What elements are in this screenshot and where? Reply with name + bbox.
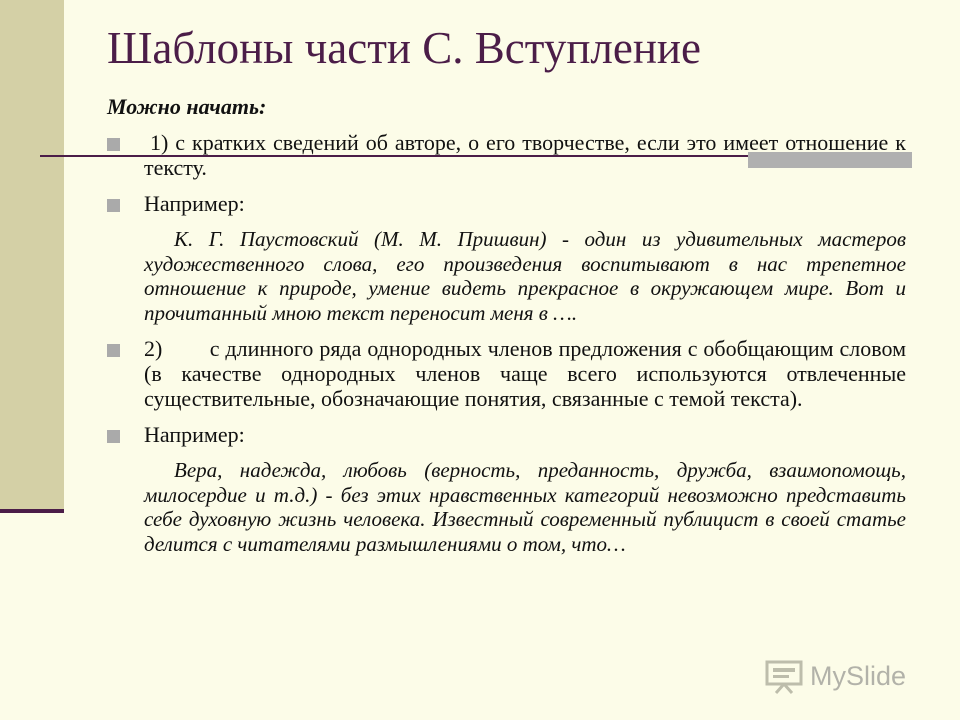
bullet-square-icon: [107, 138, 120, 151]
bullet-square-icon: [107, 344, 120, 357]
bullet-item-1: [106, 130, 906, 180]
presentation-board-icon: [764, 658, 804, 694]
bullet-item-2-text: Например:: [144, 191, 245, 216]
bullet-item-1-text: 1) с кратких сведений об авторе, о его творчестве, если это имеет отношение к тексту.: [144, 130, 906, 180]
slide-content: [106, 130, 912, 556]
bullet-square-icon: [107, 430, 120, 443]
bullet-item-3-text: 2) с длинного ряда однородных членов предложения с обобщающим словом (в качестве однородных членов чаще всего используются отвлеченные существительные, обозначающие понятия, связанные с темой текста).: [144, 336, 912, 411]
bullet-square-icon: [107, 199, 120, 212]
watermark-logo: [764, 656, 906, 696]
slide-title: Шаблоны части С. Вступление: [107, 23, 701, 73]
slide-intro: Можно начать:: [107, 94, 267, 119]
side-decor-line: [0, 509, 64, 513]
example-quote-1: К. Г. Паустовский (М. М. Пришвин) - один из удивительных мастеров художественного слова, его произведения воспитывают в нас трепетное отношение к природе, умение видеть прекрасное в окружающем мире. Вот и прочитанный мною текст переносит меня в ….: [144, 227, 906, 325]
example-quote-2: Вера, надежда, любовь (верность, преданность, дружба, взаимопомощь, милосердие и т.д.) - без этих нравственных категорий невозможно представить себе духовную жизнь человека. Известный современный публицист в своей статье делится с читателями размышлениями о том, что…: [144, 458, 906, 556]
bullet-item-2: [106, 191, 906, 216]
bullet-item-3: [106, 336, 912, 411]
watermark-text: MySlide: [810, 660, 907, 691]
side-decor-bar: [0, 0, 64, 512]
bullet-item-4-text: Например:: [144, 422, 245, 447]
bullet-item-4: [106, 422, 906, 447]
